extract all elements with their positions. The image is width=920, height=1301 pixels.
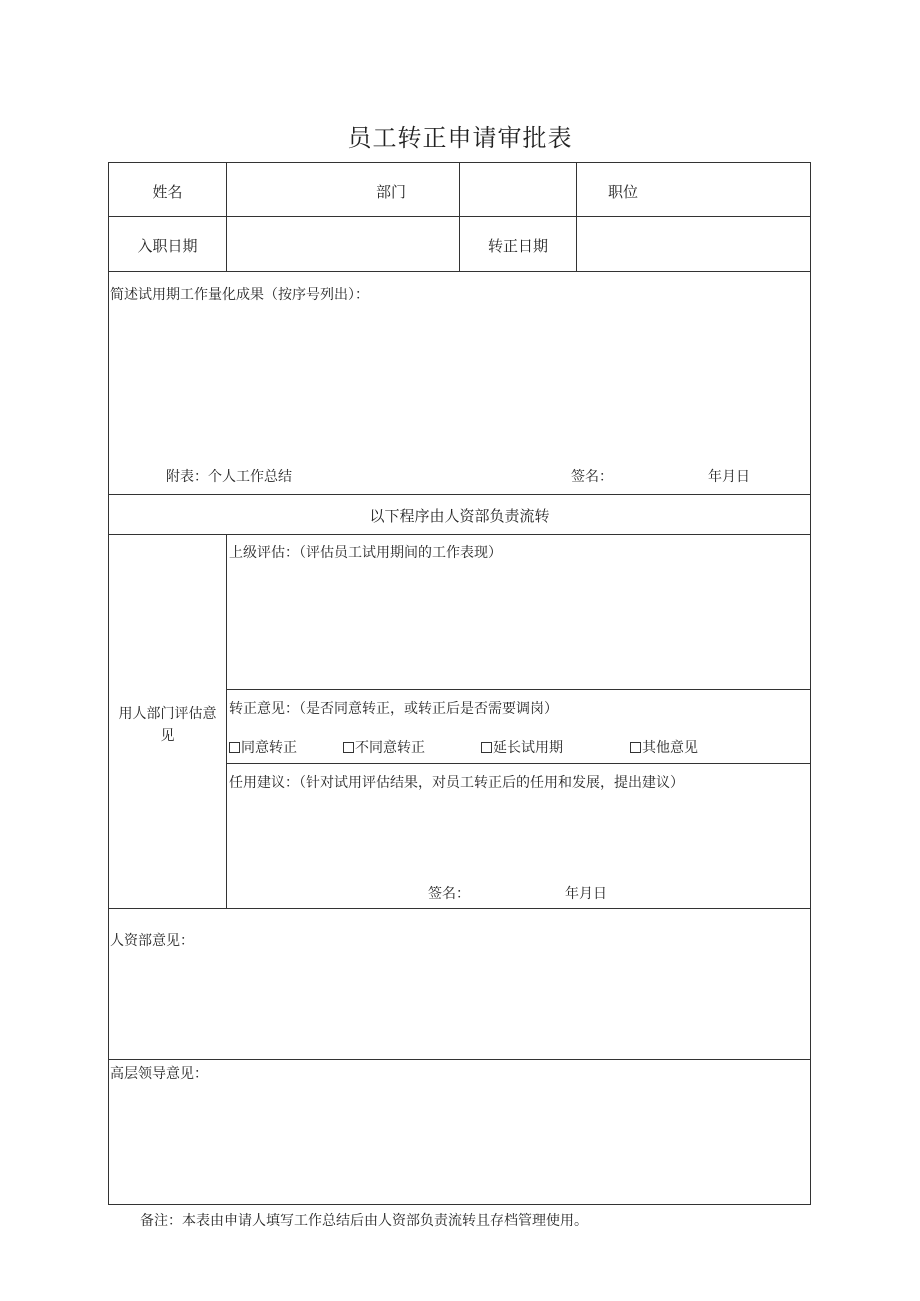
hr-opinion-label: 人资部意见： [110,933,194,949]
option-label: 其他意见 [642,740,698,756]
confirm-date-label: 转正日期 [487,237,548,255]
appointment-advice-prompt: 任用建议：（针对试用评估结果，对员工转正后的任用和发展，提出建议） [229,775,684,791]
row-divider [226,763,811,764]
option-agree[interactable] [229,737,297,757]
self-summary-prompt: 简述试用期工作量化成果（按序号列出）： [110,287,369,303]
row-divider [108,908,811,909]
dept-field[interactable] [460,163,576,216]
dept-eval-side-label [109,703,226,747]
checkbox-icon[interactable] [229,742,240,753]
hr-opinion-field[interactable] [110,952,810,1056]
name-field[interactable] [227,163,459,216]
dept-date-label: 年月日 [565,886,607,902]
self-summary-field[interactable] [110,305,810,455]
confirm-date-field[interactable] [577,217,810,271]
dept-sign-label: 签名： [428,886,470,902]
self-date-label: 年月日 [708,469,750,485]
row-divider [108,1059,811,1060]
row-divider [108,271,811,272]
checkbox-icon[interactable] [343,742,354,753]
row-divider [108,534,811,535]
supervisor-eval-field[interactable] [229,565,809,685]
dept-eval-side-label-line1: 用人部门评估意 [118,706,217,722]
row-divider [226,689,811,690]
dept-eval-side-label-line2: 见 [160,728,175,744]
footnote: 备注：本表由申请人填写工作总结后由人资部负责流转且存档管理使用。 [140,1213,588,1229]
option-label: 延长试用期 [493,740,563,756]
option-disagree[interactable] [343,737,425,757]
self-sign-label: 签名： [571,469,613,485]
row-divider [108,494,811,495]
page-title: 员工转正申请审批表 [347,124,573,152]
name-label: 姓名 [152,183,183,201]
checkbox-icon[interactable] [481,742,492,753]
option-extend[interactable] [481,737,563,757]
col-divider [226,534,227,908]
supervisor-eval-prompt: 上级评估：（评估员工试用期间的工作表现） [229,545,502,561]
position-label: 职位 [608,183,639,201]
hr-process-banner: 以下程序由人资部负责流转 [369,507,550,525]
attachment-note: 附表：个人工作总结 [166,469,292,485]
appointment-advice-field[interactable] [229,795,809,873]
option-label: 不同意转正 [355,740,425,756]
confirm-opinion-prompt: 转正意见：（是否同意转正，或转正后是否需要调岗） [229,701,558,717]
leader-opinion-label: 高层领导意见： [110,1066,208,1082]
join-date-field[interactable] [227,217,459,271]
checkbox-icon[interactable] [630,742,641,753]
option-label: 同意转正 [241,740,297,756]
join-date-label: 入职日期 [137,237,198,255]
leader-opinion-field[interactable] [110,1085,810,1203]
dept-label: 部门 [376,183,407,201]
option-other[interactable] [630,737,698,757]
